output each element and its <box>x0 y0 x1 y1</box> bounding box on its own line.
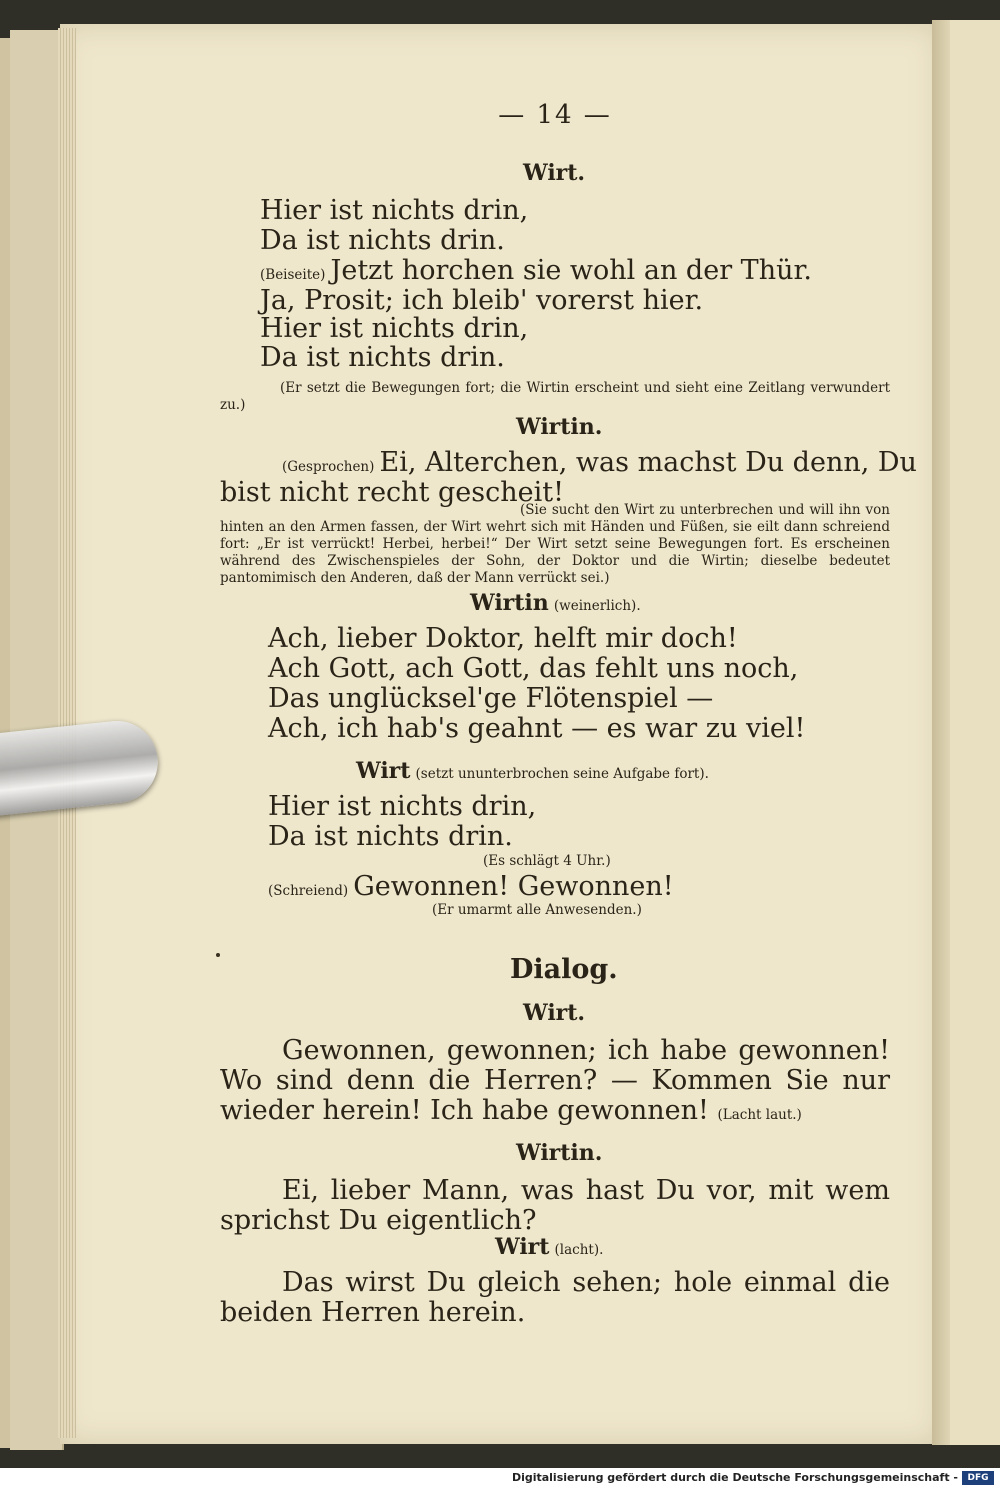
verse-text: Jetzt horchen sie wohl an der Thür. <box>330 255 812 286</box>
stage-direction: (Er setzt die Bewegungen fort; die Wirtin erscheint und sieht eine Zeitlang verwundert zu.) <box>220 380 890 413</box>
speaker-direction: (weinerlich). <box>553 598 641 614</box>
stage-direction: (Er umarmt alle Anwesenden.) <box>432 902 642 918</box>
speaker-name: Wirt <box>495 1234 550 1260</box>
dfg-logo: DFG <box>962 1471 994 1485</box>
dialog-paragraph: Ei, lieber Mann, was hast Du vor, mit wem sprichst Du eigentlich? <box>220 1175 890 1236</box>
verse-line: Da ist nichts drin. <box>260 342 505 373</box>
verse-line: Ach Gott, ach Gott, das fehlt uns noch, <box>268 653 799 684</box>
speaker-wirt: Wirt. <box>523 160 586 186</box>
spoken-line <box>282 447 917 478</box>
verse-line: Ach, ich hab's geahnt — es war zu viel! <box>268 713 806 744</box>
verse-line: Hier ist nichts drin, <box>260 195 529 226</box>
verse-line: Ja, Prosit; ich bleib' vorerst hier. <box>260 285 704 316</box>
spoken-text: bist nicht recht gescheit! <box>220 477 564 508</box>
dialog-text: Gewonnen, gewonnen; ich habe gewonnen! Wo sind denn die Herren? — Kommen Sie nur wieder herein! Ich habe gewonnen! <box>220 1035 890 1126</box>
speaker-wirtin: Wirtin. <box>516 1140 603 1166</box>
page-number: — 14 — <box>498 100 612 130</box>
speaker-name: Wirt <box>356 758 411 784</box>
speaker-direction: (lacht). <box>554 1242 604 1258</box>
dialog-paragraph: Das wirst Du gleich sehen; hole einmal die beiden Herren herein. <box>220 1267 890 1328</box>
stage-aside: (Schreiend) <box>268 883 349 899</box>
speaker-wirt-lacht <box>495 1234 603 1260</box>
verse-text: Gewonnen! Gewonnen! <box>353 871 674 902</box>
speaker-wirt: Wirt. <box>523 1000 586 1026</box>
speaker-name: Wirtin <box>470 590 549 616</box>
shout-line <box>268 872 674 902</box>
speaker-wirtin-weinerlich <box>470 590 641 616</box>
speaker-wirt-direction <box>356 758 709 784</box>
verse-line-aside <box>260 256 812 286</box>
stage-direction: (Sie sucht den Wirt zu unterbrechen und will ihn von hinten an den Armen fassen, der Wirt wehrt sich mit Händen und Füßen, sie eilt dann schreiend fort: „Er ist verrückt! Herbei, herbei!“ Der Wirt setzt seine Bewegungen fort. Es erscheinen während des Zwischenspieles der Sohn, der Doktor und die Wirtin; dieselbe bedeutet pantomimisch den Anderen, daß der Mann verrückt sei.) <box>220 502 890 586</box>
section-heading-dialog: Dialog. <box>510 954 618 985</box>
stage-direction: (Es schlägt 4 Uhr.) <box>483 853 611 869</box>
speaker-direction: (setzt ununterbrochen seine Aufgabe fort). <box>415 766 709 782</box>
footer-credit: Digitalisierung gefördert durch die Deutsche Forschungsgemeinschaft - <box>511 1471 958 1484</box>
verse-line: Da ist nichts drin. <box>268 821 513 852</box>
spoken-text: Ei, Alterchen, was machst Du denn, Du <box>379 447 917 478</box>
stage-aside: (Lacht laut.) <box>717 1107 802 1123</box>
verse-line: Hier ist nichts drin, <box>260 313 529 344</box>
verse-line: Hier ist nichts drin, <box>268 791 537 822</box>
dialog-paragraph <box>220 1036 890 1126</box>
verse-line: Ach, lieber Doktor, helft mir doch! <box>268 623 738 654</box>
verse-line: Das unglücksel'ge Flötenspiel — <box>268 683 714 714</box>
footer-bar <box>0 1468 1000 1489</box>
verse-line: Da ist nichts drin. <box>260 225 505 256</box>
stage-aside: (Gesprochen) <box>282 459 375 475</box>
stage-aside: (Beiseite) <box>260 267 326 283</box>
speaker-wirtin: Wirtin. <box>516 414 603 440</box>
